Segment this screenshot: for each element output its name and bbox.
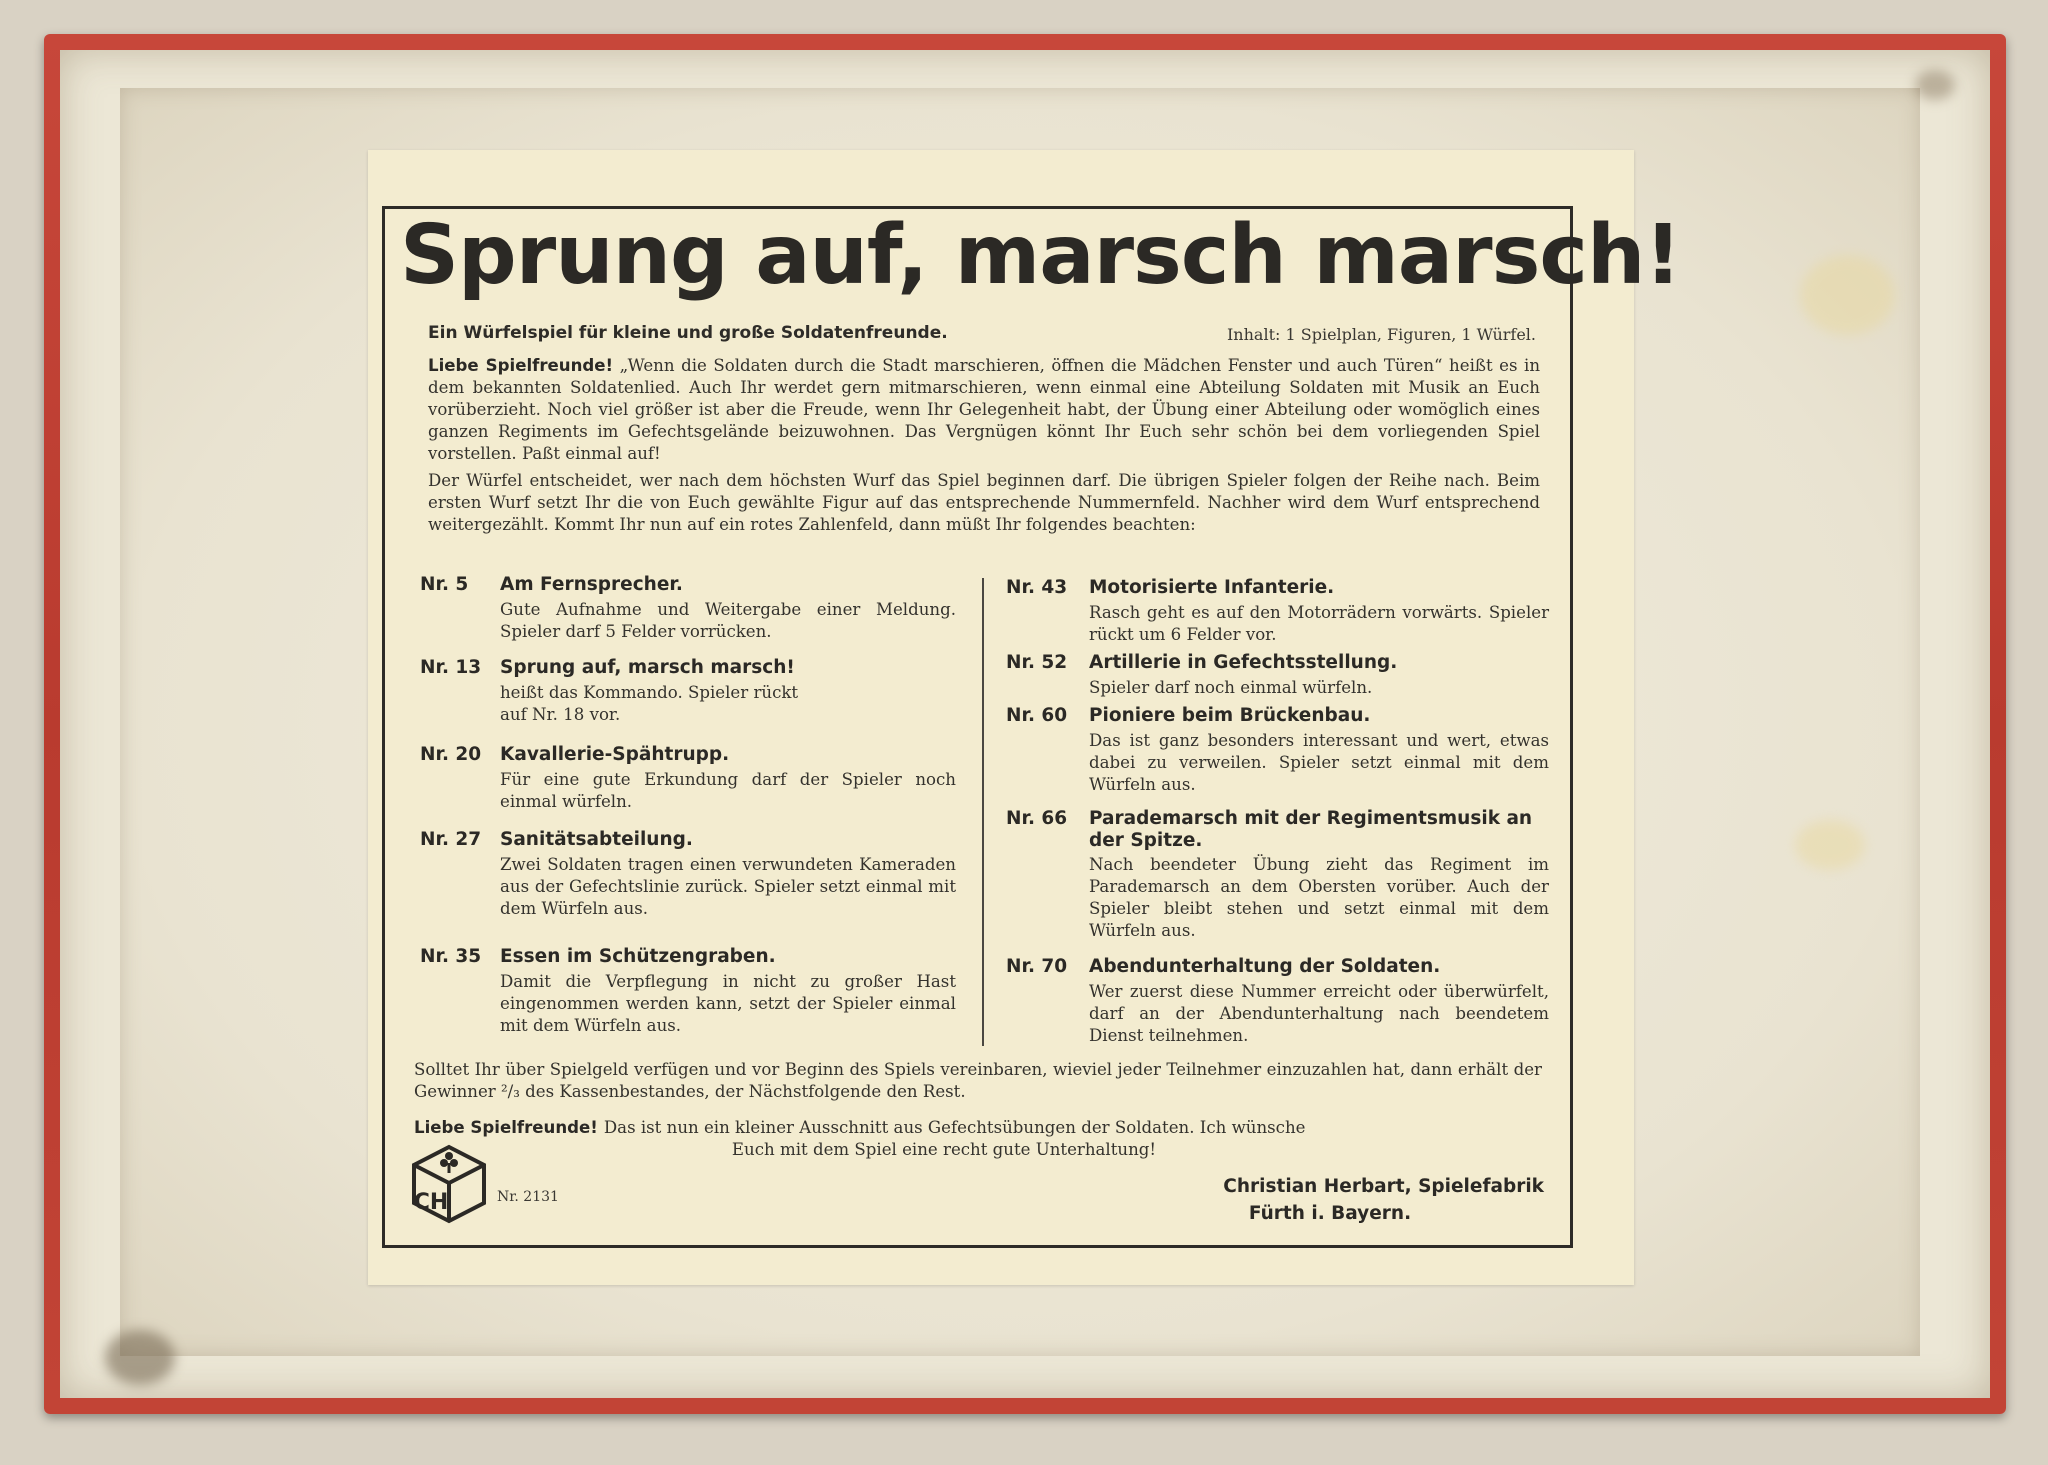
field-text: Zwei Soldaten tragen einen verwundeten Kameraden aus der Gefechtslinie zurück. Spieler setzt einmal mit dem Würfeln aus. [500,855,956,918]
manufacturer-location: Fürth i. Bayern. [1248,1203,1412,1224]
money-rule-paragraph: Solltet Ihr über Spielgeld verfügen und vor Beginn des Spiels vereinbaren, wieviel jeder Teilnehmer einzuzahlen hat, dann erhält der Gewinner ²/₃ des Kassenbestandes, der Nächstfolgende den Rest. [414,1060,1542,1101]
field-number: Nr. 70 [1006,956,1068,977]
field-title: Kavallerie-Spähtrupp. [500,744,730,765]
field-number: Nr. 5 [420,574,469,595]
field-text: Nach beendeter Übung zieht das Regiment im Parademarsch an dem Obersten vorüber. Auch der Spieler bleibt stehen und setzt einmal mit dem Würfeln aus. [1089,855,1549,940]
box-contents: Inhalt: 1 Spielplan, Figuren, 1 Würfel. [1226,325,1536,344]
field-title: Motorisierte Infanterie. [1089,577,1335,598]
game-subtitle: Ein Würfelspiel für kleine und große Soldatenfreunde. [428,323,948,343]
wear-stain [1795,820,1865,870]
field-text: Rasch geht es auf den Motorrädern vorwärts. Spieler rückt um 6 Felder vor. [1089,603,1549,644]
manufacturer-name: Christian Herbart, Spielefabrik [1223,1176,1544,1197]
rules-paragraph: Der Würfel entscheidet, wer nach dem höchsten Wurf das Spiel beginnen darf. Die übrigen Spieler folgen der Reihe nach. Beim ersten Wurf setzt Ihr die von Euch gewählte Figur auf das entsprechende Nummernfeld. Nachher wird dem Wurf entsprechend weitergezählt. Kommt Ihr nun auf ein rotes Zahlenfeld, dann müßt Ihr folgendes beachten: [428,471,1540,534]
field-number: Nr. 43 [1006,577,1068,598]
intro-paragraph [428,355,1540,465]
field-number: Nr. 20 [420,744,482,765]
column-divider [982,578,984,1046]
wear-stain [1800,255,1895,335]
field-number: Nr. 60 [1006,705,1068,726]
field-text: Gute Aufnahme und Weitergabe einer Meldung. Spieler darf 5 Felder vorrücken. [500,600,956,641]
field-title: Parademarsch mit der Regimentsmusik an der Spitze. [1089,808,1533,851]
field-number: Nr. 66 [1006,808,1068,829]
intro-lead: Liebe Spielfreunde! [428,356,614,375]
field-title: Am Fernsprecher. [500,574,683,595]
farewell-line-1: Das ist nun ein kleiner Ausschnitt aus Gefechtsübungen der Soldaten. Ich wünsche [603,1118,1306,1137]
farewell-paragraph [414,1117,1544,1161]
field-title: Essen im Schützengraben. [500,946,776,967]
publisher-logo-cube-icon [410,1143,488,1225]
field-title: Abendunterhaltung der Soldaten. [1089,956,1441,977]
article-number: Nr. 2131 [497,1189,559,1205]
intro-text: „Wenn die Soldaten durch die Stadt marschieren, öffnen die Mädchen Fenster und auch Türen“ heißt es in dem bekannten Soldatenlied. Auch Ihr werdet gern mitmarschieren, wenn einmal eine Abteilung Soldaten mit Musik an Euch vorüberzieht. Noch viel größer ist aber die Freude, wenn Ihr Gelegenheit habt, der Übung einer Abteilung oder womöglich eines ganzen Regiments im Gefechtsgelände beizuwohnen. Das Vergnügen könnt Ihr Euch sehr schön bei dem vorliegenden Spiel vorstellen. Paßt einmal auf! [428,356,1541,463]
farewell-lead: Liebe Spielfreunde! [414,1118,598,1137]
field-title: Sprung auf, marsch marsch! [500,657,795,678]
field-text: Spieler darf noch einmal würfeln. [1089,678,1373,697]
field-text: Wer zuerst diese Nummer erreicht oder überwürfelt, darf an der Abendunterhaltung nach beendetem Dienst teilnehmen. [1089,982,1549,1045]
field-number: Nr. 27 [420,829,482,850]
field-text: Das ist ganz besonders interessant und wert, etwas dabei zu verweilen. Spieler setzt einmal mit dem Würfeln aus. [1089,731,1549,794]
wear-stain [105,1330,175,1385]
field-title: Sanitätsabteilung. [500,829,693,850]
field-number: Nr. 52 [1006,652,1068,673]
field-text: Für eine gute Erkundung darf der Spieler noch einmal würfeln. [500,770,956,811]
wear-stain [1915,70,1955,100]
field-title: Pioniere beim Brückenbau. [1089,705,1371,726]
field-title: Artillerie in Gefechtsstellung. [1089,652,1398,673]
field-number: Nr. 35 [420,946,482,967]
field-text: heißt das Kommando. Spieler rückt auf Nr. 18 vor. [500,683,799,724]
logo-letter-c: CH [413,1190,449,1215]
field-number: Nr. 13 [420,657,482,678]
game-title: Sprung auf, marsch marsch! [400,208,1681,303]
field-text: Damit die Verpflegung in nicht zu großer Hast eingenommen werden kann, setzt der Spieler einmal mit dem Würfeln aus. [500,972,956,1035]
farewell-line-2: Euch mit dem Spiel eine recht gute Unterhaltung! [731,1140,1157,1159]
